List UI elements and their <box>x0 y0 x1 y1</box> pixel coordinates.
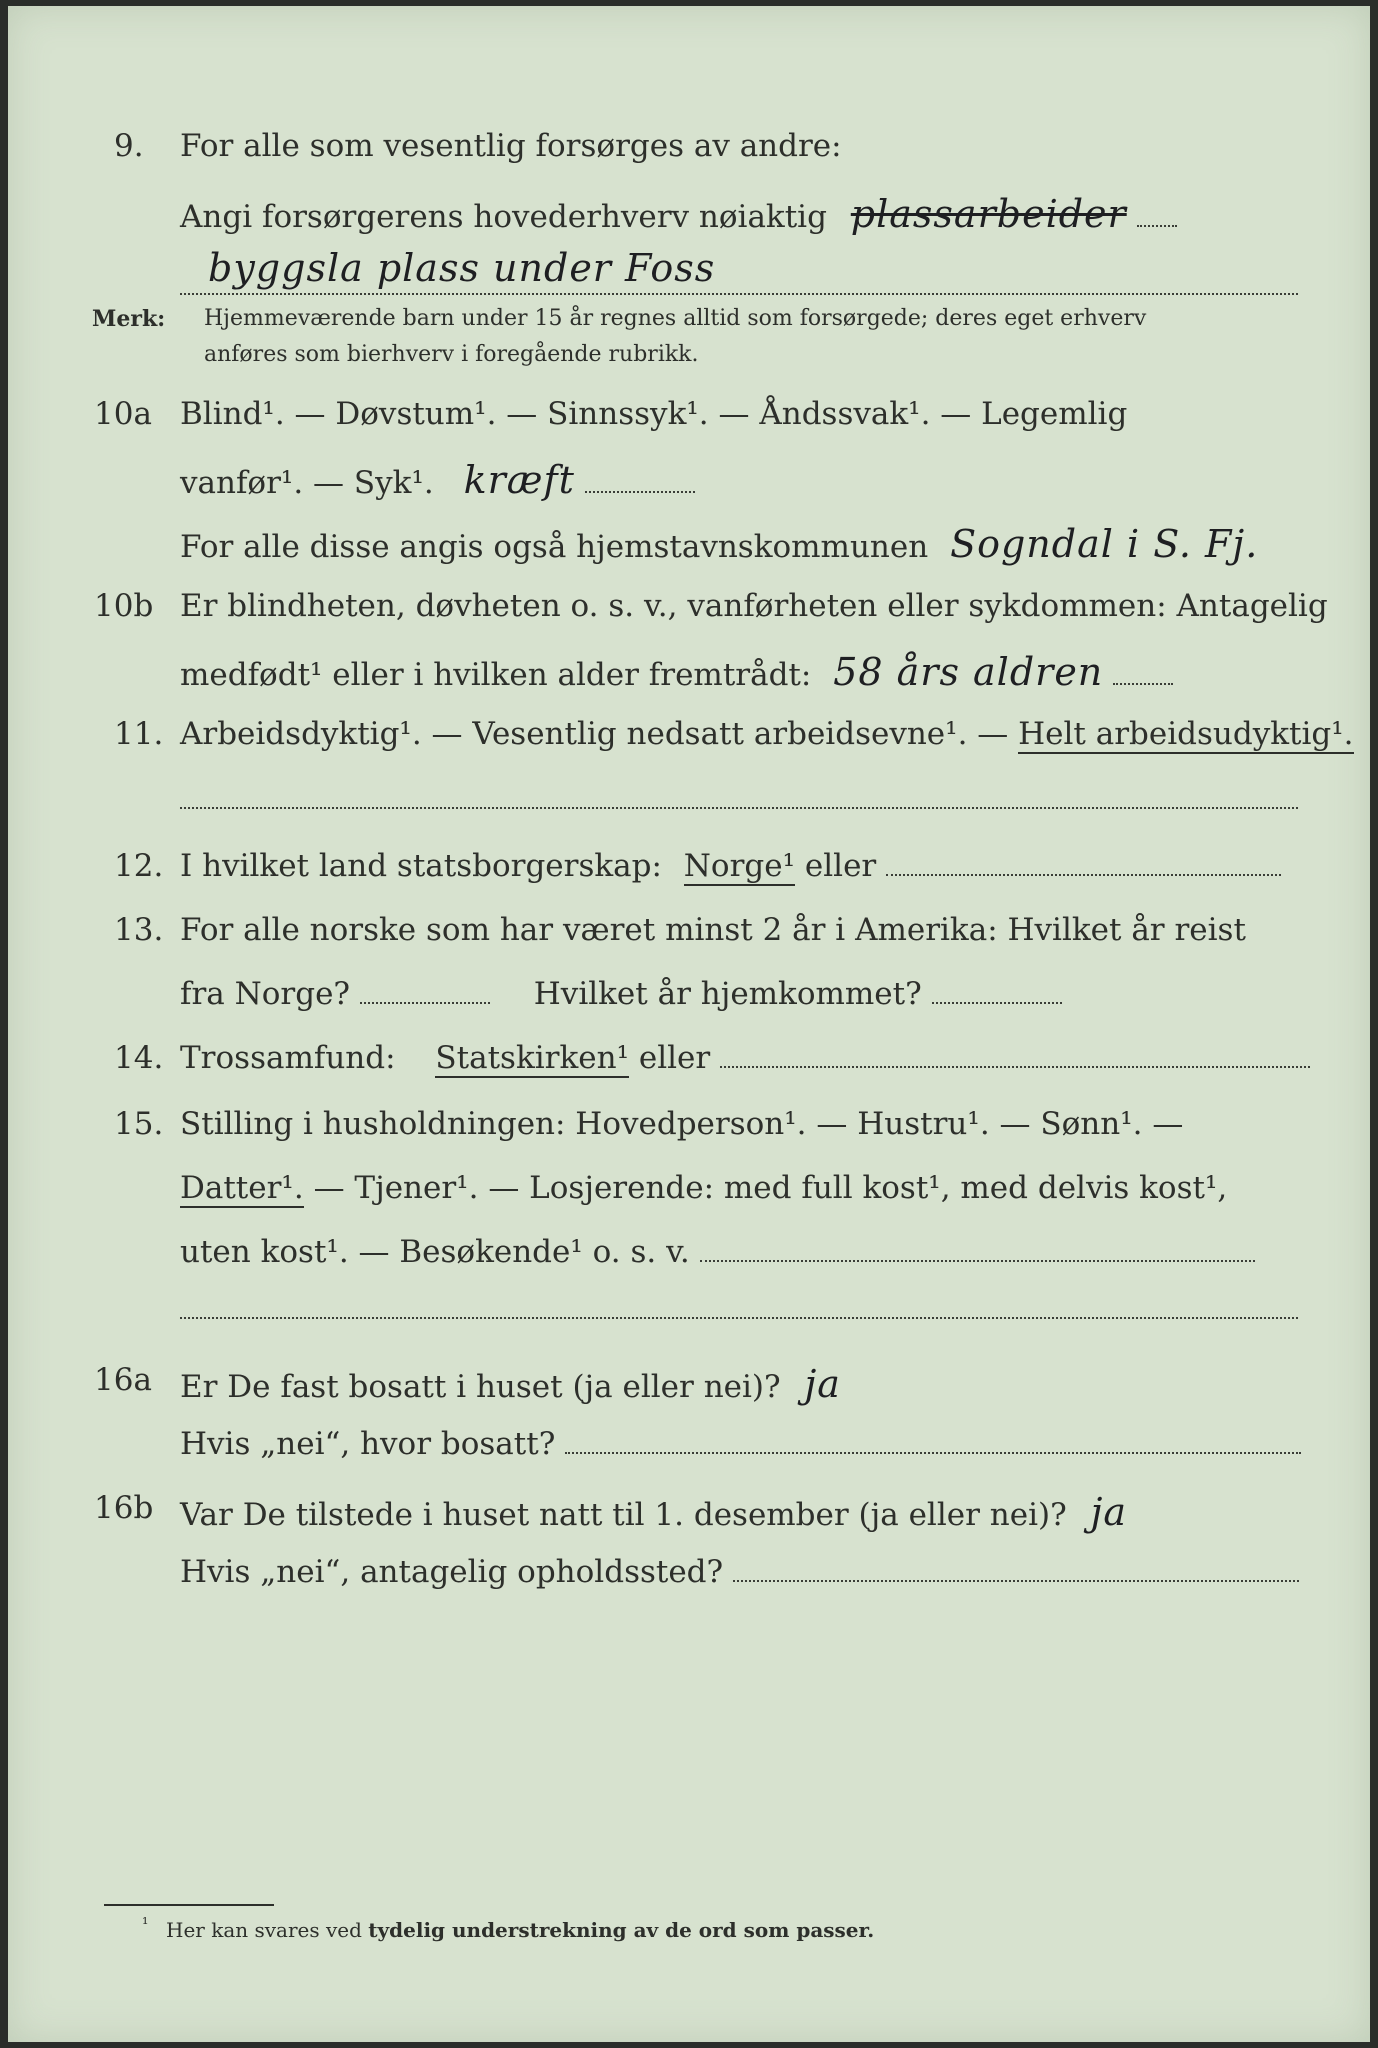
question-16b <box>8 1490 1370 1550</box>
question-12 <box>8 848 1370 908</box>
note-label: Merk: <box>92 306 166 332</box>
question-16a <box>8 1362 1370 1422</box>
question-15-line2 <box>8 1170 1370 1230</box>
question-number: 10a <box>94 396 152 432</box>
underlined-choice: Norge¹ <box>683 848 796 884</box>
question-text: — Tjener¹. — Losjerende: med full kost¹, med delvis kost¹, <box>313 1170 1228 1206</box>
question-label: Hvis „nei“, hvor bosatt? <box>180 1426 556 1462</box>
question-13 <box>8 912 1370 972</box>
answer-line <box>733 1579 1299 1582</box>
answer-line <box>1137 224 1177 227</box>
footnote-emphasis: tydelig understrekning av de ord som passer. <box>368 1918 875 1942</box>
underlined-choice: Statskirken¹ <box>435 1040 629 1076</box>
underlined-choice: Datter¹. <box>180 1170 304 1206</box>
handwritten-answer: ja <box>1090 1490 1128 1534</box>
question-number: 12. <box>114 848 164 884</box>
handwritten-answer: byggsla plass under Foss <box>208 246 716 290</box>
question-number: 14. <box>114 1040 164 1076</box>
handwritten-answer: kræft <box>463 458 575 502</box>
question-label: medfødt¹ eller i hvilken alder fremtrådt: <box>180 657 812 693</box>
footnote-text: Her kan svares ved <box>166 1918 362 1942</box>
note-text: anføres som bierhverv i foregående rubrikk. <box>204 342 699 367</box>
question-label: vanfør¹. — Syk¹. <box>180 465 434 501</box>
question-text: Er De fast bosatt i huset (ja eller nei)? <box>180 1369 781 1405</box>
question-text: Blind¹. — Døvstum¹. — Sinnssyk¹. — Åndssvak¹. — Legemlig <box>180 396 1128 432</box>
question-number: 16a <box>94 1362 152 1398</box>
note-merk-line2 <box>8 342 1370 402</box>
answer-line <box>886 873 1281 876</box>
question-number: 15. <box>114 1106 164 1142</box>
answer-line <box>180 1316 1298 1319</box>
question-text: Var De tilstede i huset natt til 1. desember (ja eller nei)? <box>180 1497 1067 1533</box>
answer-line <box>932 1001 1062 1004</box>
question-9-line3 <box>8 246 1370 306</box>
question-10b <box>8 588 1370 648</box>
question-number: 16b <box>94 1490 154 1526</box>
question-10a-line2 <box>8 458 1370 518</box>
question-10b-line2 <box>8 650 1370 710</box>
footnote-rule <box>104 1904 274 1906</box>
answer-line <box>700 1259 1255 1262</box>
question-number: 13. <box>114 912 164 948</box>
note-text: Hjemmeværende barn under 15 år regnes alltid som forsørgede; deres eget erhverv <box>204 306 1147 331</box>
question-label: I hvilket land statsborgerskap: <box>180 848 662 884</box>
question-number: 10b <box>94 588 154 624</box>
footnote <box>8 1914 1370 1978</box>
handwritten-answer: Sogndal i S. Fj. <box>950 522 1259 566</box>
question-15-line3 <box>8 1234 1370 1294</box>
question-9-line2 <box>8 192 1370 252</box>
question-9 <box>8 128 1370 188</box>
answer-line <box>180 806 1298 809</box>
question-label: fra Norge? <box>180 976 351 1012</box>
answer-line <box>1113 682 1173 685</box>
question-number: 9. <box>114 128 144 164</box>
question-13-line2 <box>8 976 1370 1036</box>
question-text: eller <box>804 848 877 884</box>
answer-line <box>360 1001 490 1004</box>
question-text: Stilling i husholdningen: Hovedperson¹. — Hustru¹. — Sønn¹. — <box>180 1106 1184 1142</box>
question-16a-line2 <box>8 1426 1370 1486</box>
question-number: 11. <box>114 716 164 752</box>
answer-line <box>565 1451 1301 1454</box>
handwritten-answer: plassarbeider <box>850 192 1127 236</box>
census-form-page <box>8 6 1370 2042</box>
question-14 <box>8 1040 1370 1100</box>
question-11 <box>8 716 1370 776</box>
answer-line <box>585 490 695 493</box>
question-text: Er blindheten, døvheten o. s. v., vanførheten eller sykdommen: Antagelig <box>180 588 1328 624</box>
question-label: For alle disse angis også hjemstavnskommunen <box>180 529 929 565</box>
question-text: eller <box>638 1040 711 1076</box>
question-text: For alle som vesentlig forsørges av andre: <box>180 128 842 164</box>
question-label: Angi forsørgerens hovederhverv nøiaktig <box>180 199 827 235</box>
question-text: For alle norske som har været minst 2 år i Amerika: Hvilket år reist <box>180 912 1246 948</box>
underlined-choice: Helt arbeidsudyktig¹. <box>1018 716 1354 752</box>
question-10a <box>8 396 1370 456</box>
question-16b-line2 <box>8 1554 1370 1614</box>
answer-line <box>180 292 1298 295</box>
question-text: uten kost¹. — Besøkende¹ o. s. v. <box>180 1234 690 1270</box>
answer-line <box>720 1065 1310 1068</box>
question-label: Hvis „nei“, antagelig opholdssted? <box>180 1554 724 1590</box>
question-10a-line3 <box>8 522 1370 582</box>
question-15 <box>8 1106 1370 1166</box>
question-label: Trossamfund: <box>180 1040 396 1076</box>
question-text: Arbeidsdyktig¹. — Vesentlig nedsatt arbeidsevne¹. — <box>180 716 1009 752</box>
handwritten-answer: 58 års aldren <box>833 650 1104 694</box>
handwritten-answer: ja <box>804 1362 841 1406</box>
question-label: Hvilket år hjemkommet? <box>533 976 922 1012</box>
footnote-mark: ¹ <box>142 1914 149 1933</box>
